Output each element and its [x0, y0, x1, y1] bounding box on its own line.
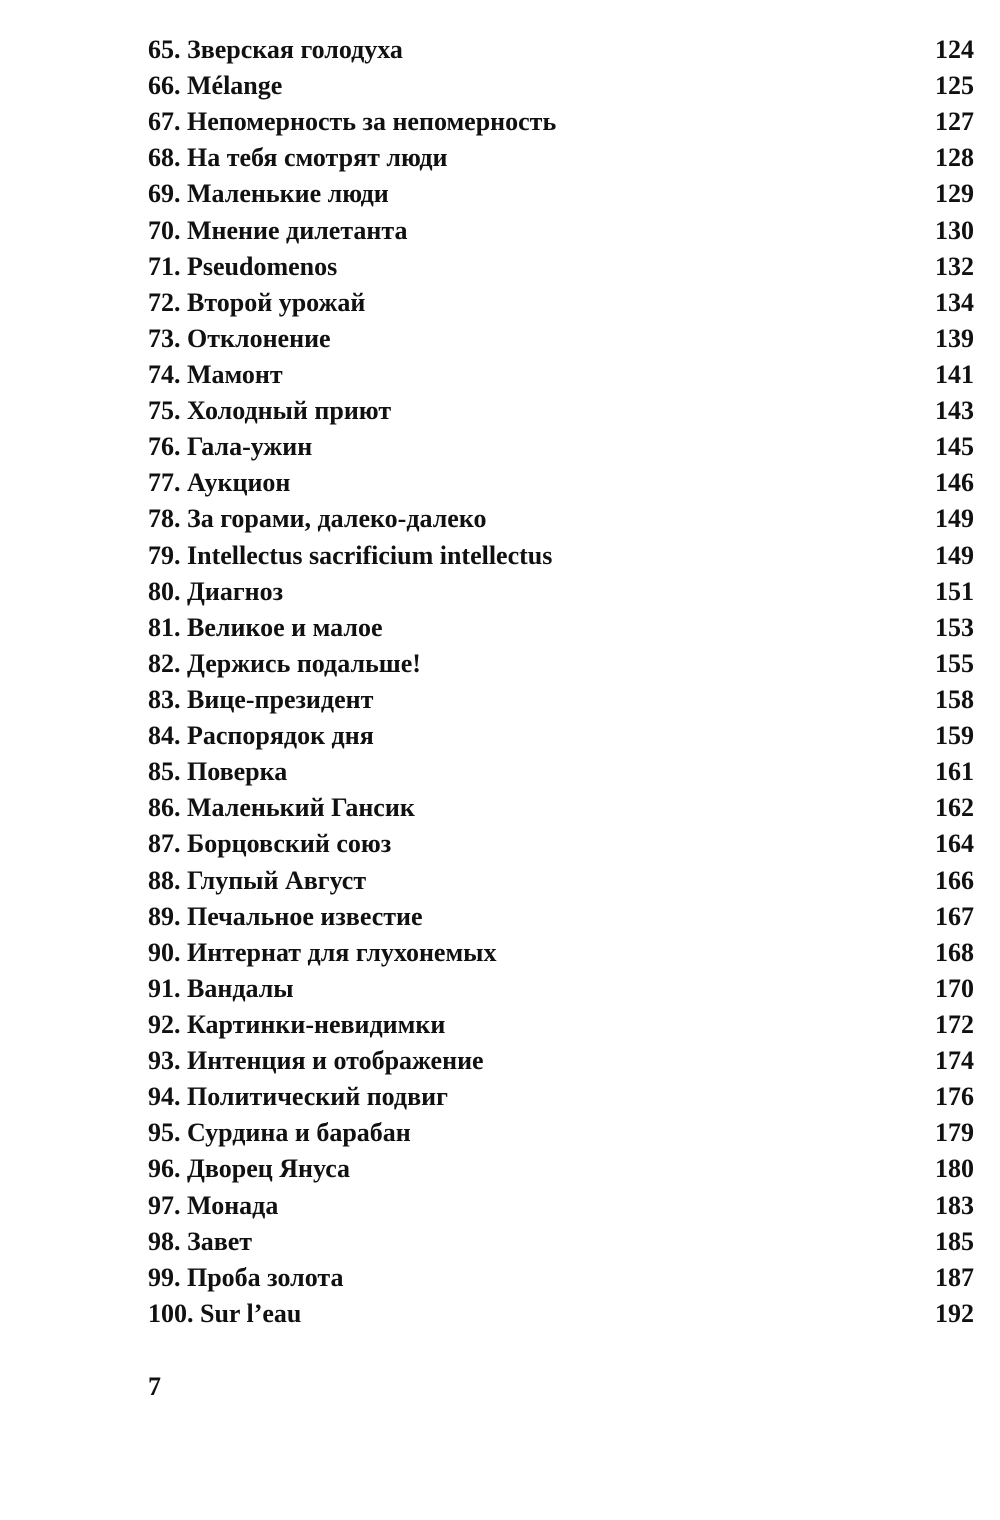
- toc-entry-page: 146: [935, 468, 974, 498]
- toc-entry: [148, 357, 974, 393]
- toc-entry-page: 174: [935, 1046, 974, 1076]
- toc-entry-title: 96. Дворец Януса: [148, 1154, 351, 1184]
- toc-entry: [148, 321, 974, 357]
- toc-entry-page: 143: [935, 396, 974, 426]
- toc-entry: [148, 1115, 974, 1151]
- toc-entry-title: 94. Политический подвиг: [148, 1082, 448, 1112]
- toc-entry-title: 99. Проба золота: [148, 1262, 344, 1292]
- toc-entry: [148, 104, 974, 140]
- toc-entry-title: 85. Поверка: [148, 757, 288, 787]
- toc-entry-title: 92. Картинки-невидимки: [148, 1010, 446, 1039]
- toc-entry: [148, 1188, 974, 1224]
- toc-entry: [148, 32, 974, 68]
- toc-entry: [148, 971, 974, 1007]
- toc-entry-title: 68. На тебя смотрят люди: [148, 143, 448, 173]
- toc-entry-title: 97. Монада: [148, 1190, 279, 1220]
- toc-entry-page: 179: [935, 1118, 974, 1148]
- toc-entry-page: 185: [935, 1226, 974, 1256]
- toc-entry: [148, 429, 974, 465]
- toc-entry-title: 77. Аукцион: [148, 468, 291, 498]
- toc-entry: [148, 1151, 974, 1187]
- toc-entry-page: 149: [935, 540, 974, 570]
- toc-entry-page: 162: [935, 793, 974, 823]
- toc-entry-page: 155: [935, 648, 974, 678]
- toc-entry-page: 164: [935, 829, 974, 859]
- toc-entry-page: 145: [935, 432, 974, 462]
- toc-entry-title: 93. Интенция и отображение: [148, 1046, 484, 1076]
- toc-entry-title: 86. Маленький Гансик: [148, 793, 415, 823]
- toc-entry-page: 153: [935, 612, 974, 642]
- toc-entry: [148, 790, 974, 826]
- toc-entry-page: 172: [935, 1010, 974, 1039]
- toc-entry: [148, 465, 974, 501]
- toc-entry: [148, 826, 974, 862]
- toc-entry-page: 168: [935, 937, 974, 967]
- toc-entry-page: 132: [935, 251, 974, 281]
- toc-entry: [148, 501, 974, 537]
- toc-entry-page: 141: [935, 360, 974, 390]
- toc-entry-title: 76. Гала-ужин: [148, 432, 313, 462]
- toc-entry-title: 89. Печальное известие: [148, 901, 423, 931]
- toc-entry-title: 91. Вандалы: [148, 973, 294, 1003]
- page-number: 7: [148, 1372, 161, 1401]
- toc-entry-title: 66. Mélange: [148, 71, 283, 101]
- toc-entry-page: 192: [935, 1298, 974, 1328]
- toc-entry: [148, 754, 974, 790]
- toc-entry-title: 73. Отклонение: [148, 323, 331, 353]
- toc-entry: [148, 646, 974, 682]
- toc-entry: [148, 574, 974, 610]
- toc-entry-title: 88. Глупый Август: [148, 865, 367, 895]
- toc-entry-title: 98. Завет: [148, 1226, 253, 1256]
- toc-entry: [148, 1079, 974, 1115]
- toc-entry: [148, 863, 974, 899]
- toc-entry-title: 78. За горами, далеко-далеко: [148, 504, 487, 534]
- toc-entry-title: 71. Pseudomenos: [148, 251, 338, 281]
- toc-entry-page: 127: [935, 107, 974, 137]
- toc-entry-page: 180: [935, 1154, 974, 1184]
- toc-entry-page: 149: [935, 504, 974, 534]
- toc-entry: [148, 538, 974, 574]
- toc-entry-title: 90. Интернат для глухонемых: [148, 937, 497, 967]
- toc-entry-page: 130: [935, 215, 974, 245]
- toc-entry-title: 84. Распорядок дня: [148, 721, 374, 751]
- toc-entry: [148, 68, 974, 104]
- toc-entry-title: 87. Борцовский союз: [148, 829, 392, 859]
- toc-entry-page: 159: [935, 721, 974, 751]
- toc-entry: [148, 1224, 974, 1260]
- toc-entry: [148, 1296, 974, 1332]
- toc-entry-page: 158: [935, 685, 974, 715]
- toc-entry-page: 125: [935, 71, 974, 101]
- toc-entry: [148, 140, 974, 176]
- toc-entry: [148, 1043, 974, 1079]
- toc-entry: [148, 1260, 974, 1296]
- toc-entry-page: 129: [935, 179, 974, 209]
- toc-entry-page: 151: [935, 576, 974, 606]
- toc-entry-title: 75. Холодный приют: [148, 396, 392, 426]
- toc-entry: [148, 285, 974, 321]
- toc-entry-page: 170: [935, 973, 974, 1003]
- toc-entry-page: 176: [935, 1082, 974, 1112]
- toc-entry-title: 79. Intellectus sacrificium intellectus: [148, 540, 553, 570]
- toc-entry: [148, 249, 974, 285]
- toc-entry-page: 124: [935, 35, 974, 65]
- toc-entry: [148, 718, 974, 754]
- toc-entry: [148, 682, 974, 718]
- toc-entry-title: 81. Великое и малое: [148, 612, 383, 642]
- toc-entry-title: 65. Зверская голодуха: [148, 35, 403, 65]
- toc-entry: [148, 213, 974, 249]
- toc-entry-title: 74. Мамонт: [148, 360, 283, 390]
- toc-entry-page: 187: [935, 1262, 974, 1292]
- toc-entry: [148, 899, 974, 935]
- toc-entry-page: 128: [935, 143, 974, 173]
- toc-entry: [148, 176, 974, 212]
- toc-entry-title: 70. Мнение дилетанта: [148, 215, 408, 245]
- toc-entry: [148, 1007, 974, 1043]
- toc-entry: [148, 393, 974, 429]
- toc-entry-title: 95. Сурдина и барабан: [148, 1118, 411, 1148]
- toc-entry-title: 82. Держись подальше!: [148, 648, 421, 678]
- toc-entry: [148, 610, 974, 646]
- toc-entry-page: 167: [935, 901, 974, 931]
- toc-entry-title: 80. Диагноз: [148, 576, 284, 606]
- toc-entry-title: 100. Sur l’eau: [148, 1298, 302, 1328]
- toc-entry-page: 166: [935, 865, 974, 895]
- toc-entry-title: 69. Маленькие люди: [148, 179, 389, 209]
- toc-entry-page: 139: [935, 323, 974, 353]
- table-of-contents: [148, 32, 974, 1332]
- toc-entry: [148, 935, 974, 971]
- toc-entry-title: 67. Непомерность за непомерность: [148, 107, 557, 137]
- toc-entry-page: 161: [935, 757, 974, 787]
- toc-entry-title: 72. Второй урожай: [148, 287, 366, 317]
- toc-entry-title: 83. Вице-президент: [148, 685, 374, 715]
- toc-entry-page: 183: [935, 1190, 974, 1220]
- toc-entry-page: 134: [935, 287, 974, 317]
